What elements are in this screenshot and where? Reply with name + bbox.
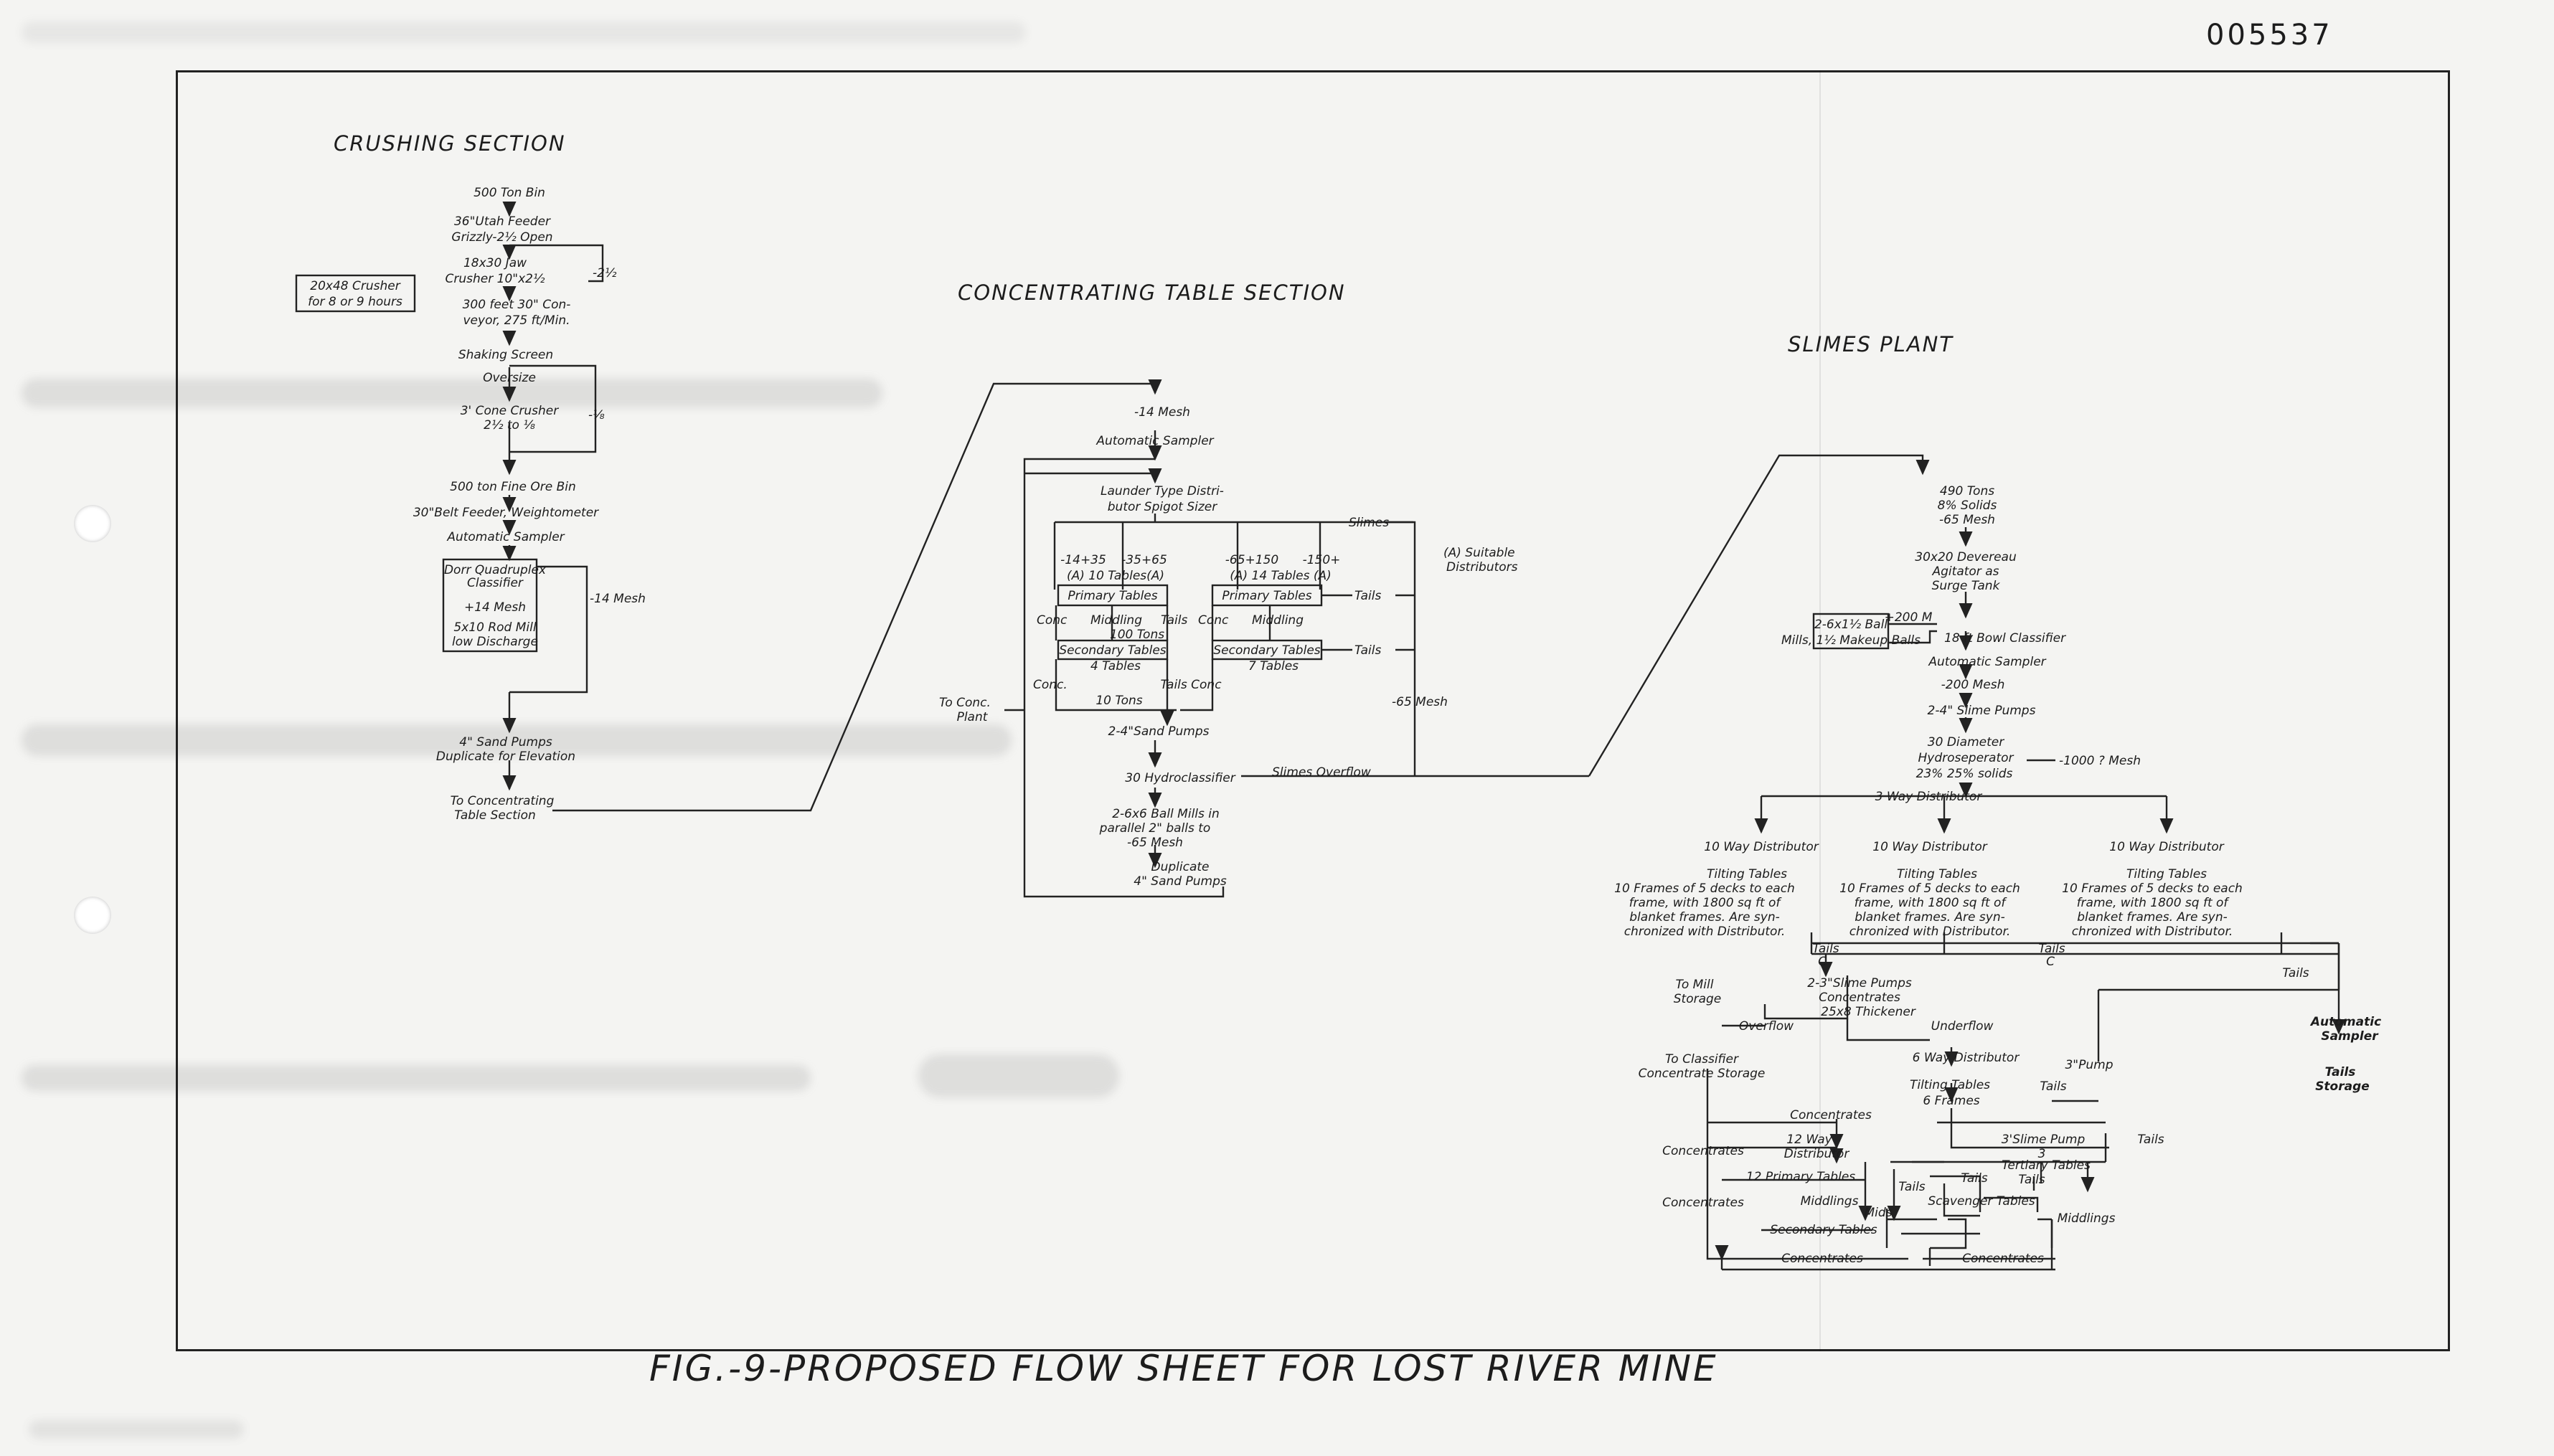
size-fraction-4: -150+	[1302, 553, 1341, 567]
conc-sampler-label: Automatic Sampler	[1096, 434, 1214, 448]
jaw-return-label: -2½	[593, 266, 617, 280]
to-concentrating-label: To Concentrating	[450, 794, 555, 808]
tilting-tables-3: Tilting Tables	[2126, 867, 2207, 881]
tilting-2-desc-4: chronized with Distributor.	[1849, 925, 2011, 939]
agitator-label: 30x20 Devereau	[1915, 550, 2017, 564]
slimes-section	[1614, 484, 2381, 1270]
primary-tables-label-right: Primary Tables	[1222, 589, 1312, 603]
ten-way-distributor-1: 10 Way Distributor	[1704, 840, 1819, 854]
conc-c-label-1: C	[1818, 955, 1827, 969]
secondary-tables-label-left: Secondary Tables	[1059, 643, 1167, 658]
minus14-label: -14 Mesh	[590, 592, 646, 606]
concentrates-label: Concentrates	[1819, 991, 1900, 1005]
three-way-distributor-label: 3 Way Distributor	[1875, 790, 1982, 804]
connector-tables-to-slimes	[1589, 455, 1923, 776]
conc-left: Conc	[1037, 613, 1068, 628]
to-conc-plant-label: To Conc.	[939, 696, 991, 710]
concentrating-section-heading: CONCENTRATING TABLE SECTION	[958, 280, 1346, 305]
bowl-classifier-label: 18 ft Bowl Classifier	[1944, 631, 2066, 646]
tertiary-count: 3	[2037, 1147, 2046, 1161]
conveyor-label: 300 feet 30" Con-	[462, 298, 571, 312]
slime-sampler-label: Automatic Sampler	[1928, 655, 2046, 669]
conveyor-speed: veyor, 275 ft/Min.	[463, 313, 570, 328]
tilting-3-desc-4: chronized with Distributor.	[2071, 925, 2233, 939]
underflow-label: Underflow	[1931, 1019, 1994, 1034]
dorr-label: Dorr Quadruplex	[443, 563, 547, 577]
bin-label: 500 Ton Bin	[473, 186, 545, 200]
sand-pumps-duplicate: Duplicate for Elevation	[435, 750, 576, 764]
concentrates-bottom-1: Concentrates	[1781, 1252, 1863, 1266]
concentrates-bottom-2: Concentrates	[1962, 1252, 2044, 1266]
tails-label-1: Tails	[1812, 942, 1839, 956]
primary-tables-label-left: Primary Tables	[1068, 589, 1158, 603]
jaw-crusher-setting: Crusher 10"x2½	[445, 272, 545, 286]
crushing-sampler-label: Automatic Sampler	[447, 530, 565, 544]
slimes-label: Slimes	[1349, 516, 1390, 530]
ten-way-distributor-3: 10 Way Distributor	[2109, 840, 2224, 854]
tails-mid-3: Tails	[2018, 1173, 2045, 1187]
middlings-label: Middlings	[1800, 1194, 1859, 1209]
size-fraction-2: -35+65	[1121, 553, 1167, 567]
hydroseparator-solids: 23% 25% solids	[1916, 767, 2013, 781]
duplicate-label: Duplicate	[1151, 860, 1210, 874]
concentrates-top: Concentrates	[1790, 1108, 1872, 1122]
tails-right-1: Tails	[1354, 589, 1382, 603]
slimes-section-heading: SLIMES PLANT	[1788, 332, 1954, 356]
distributors-note-1: (A) Suitable	[1443, 546, 1515, 560]
screen-undersize-label: -⅛	[588, 408, 605, 422]
middling-right: Middling	[1252, 613, 1304, 628]
minus200-label: -200 Mesh	[1941, 678, 2005, 692]
tables-4-label: 4 Tables	[1090, 659, 1141, 673]
tilting-3-desc-2: frame, with 1800 sq ft of	[2076, 896, 2228, 910]
tilting-2-desc-3: blanket frames. Are syn-	[1855, 910, 2005, 925]
launder-distributor-label: Launder Type Distri-	[1101, 484, 1224, 498]
mill-storage-label: Storage	[1673, 992, 1722, 1006]
shaking-screen-label: Shaking Screen	[458, 348, 554, 362]
minus14-mesh-label: -14 Mesh	[1134, 405, 1190, 420]
concentrates-left-1: Concentrates	[1662, 1144, 1744, 1158]
tilting-tables-1: Tilting Tables	[1706, 867, 1788, 881]
slime-ball-mills-makeup: Mills, 1½ Makeup Balls	[1781, 633, 1921, 648]
tables-a-left: (A) 10 Tables(A)	[1066, 569, 1165, 583]
primary-12-label: 12 Primary Tables	[1745, 1170, 1856, 1184]
plus200-label: +200 M	[1884, 610, 1933, 625]
mids-label: Mids	[1864, 1206, 1893, 1220]
concentrate-storage-label: Concentrate Storage	[1638, 1067, 1766, 1081]
to-table-section-label: Table Section	[454, 808, 536, 823]
conc-bottom-label: Conc.	[1033, 678, 1068, 692]
distributors-note-2: Distributors	[1446, 560, 1518, 575]
tails-middle: Tails	[1161, 613, 1188, 628]
pump-3-label: 3"Pump	[2065, 1058, 2114, 1072]
tails-mid-1: Tails	[1898, 1180, 1926, 1194]
alt-crusher-hours: for 8 or 9 hours	[308, 295, 402, 309]
thickener-label: 25x8 Thickener	[1821, 1005, 1916, 1019]
tilting-1-desc-2: frame, with 1800 sq ft of	[1629, 896, 1781, 910]
hydroclassifier-label: 30 Hydroclassifier	[1125, 771, 1235, 785]
tilting-1-desc-4: chronized with Distributor.	[1624, 925, 1786, 939]
secondary-tables-label-right: Secondary Tables	[1213, 643, 1321, 658]
size-fraction-1: -14+35	[1060, 553, 1106, 567]
document-number: 005537	[2206, 19, 2333, 52]
slimes-overflow-label: Slimes Overflow	[1272, 765, 1371, 780]
jaw-crusher-label: 18x30 Jaw	[463, 256, 527, 270]
to-mill-label: To Mill	[1675, 978, 1714, 992]
slime-pump-3-label: 3'Slime Pump	[2001, 1133, 2086, 1147]
feed-mesh-label: -65 Mesh	[1939, 513, 1995, 527]
to-classifier-label: To Classifier	[1665, 1052, 1738, 1067]
conc-c-label-2: C	[2046, 955, 2055, 969]
size-fraction-3: -65+150	[1225, 553, 1279, 567]
tables-a-right: (A) 14 Tables (A)	[1230, 569, 1332, 583]
spigot-sizer-label: butor Spigot Sizer	[1107, 500, 1217, 514]
cone-crusher-label: 3' Cone Crusher	[460, 404, 559, 418]
twelve-way-label: 12 Way	[1786, 1133, 1832, 1147]
tilting-1-desc-3: blanket frames. Are syn-	[1629, 910, 1780, 925]
tons-100-label: 100 Tons	[1109, 628, 1165, 642]
tilting-6-label: Tilting Tables	[1909, 1078, 1991, 1092]
tails-storage-label: Tails	[2324, 1065, 2356, 1079]
concentrating-section	[939, 405, 1589, 897]
sand-pumps-label: 2-4"Sand Pumps	[1108, 724, 1210, 739]
feeder-label: 36"Utah Feeder	[453, 214, 551, 229]
tilting-2-desc-1: 10 Frames of 5 decks to each	[1839, 881, 2020, 896]
rod-mill-label: 5x10 Rod Mill	[453, 620, 537, 635]
ball-mesh-label: -65 Mesh	[1127, 836, 1183, 850]
grizzly-label: Grizzly-2½ Open	[451, 230, 553, 245]
tables-7-label: 7 Tables	[1248, 659, 1299, 673]
tails-6-label: Tails	[2040, 1079, 2067, 1094]
tilting-6-frames: 6 Frames	[1923, 1094, 1980, 1108]
final-sampler-label-2: Sampler	[2321, 1029, 2378, 1044]
tilting-tables-2: Tilting Tables	[1896, 867, 1978, 881]
classifier-label: Classifier	[467, 576, 523, 590]
scavenger-tables-label: Scavenger Tables	[1928, 1194, 2035, 1209]
plant-label: Plant	[956, 710, 988, 724]
tails-right-label: Tails	[2282, 966, 2309, 980]
twelve-way-distributor: Distributor	[1783, 1147, 1849, 1161]
crushing-section	[296, 186, 646, 823]
tertiary-tables-label: Tertiary Tables	[2002, 1158, 2091, 1173]
overflow-label: Overflow	[1738, 1019, 1794, 1034]
slime-pumps-2-label: 2-3"Slime Pumps	[1807, 976, 1912, 991]
tails-right-2: Tails	[1354, 643, 1382, 658]
rod-mill-discharge: low Discharge	[452, 635, 538, 649]
duplicate-pumps-label: 4" Sand Pumps	[1134, 874, 1227, 889]
tails-storage-label-2: Storage	[2315, 1079, 2370, 1094]
tilting-1-desc-1: 10 Frames of 5 decks to each	[1614, 881, 1795, 896]
ball-size-label: parallel 2" balls to	[1099, 821, 1211, 836]
sand-pumps-label: 4" Sand Pumps	[459, 735, 552, 750]
ball-mills-label: 2-6x6 Ball Mills in	[1112, 807, 1220, 821]
tails-label-2: Tails	[2038, 942, 2065, 956]
figure-title: FIG.-9-PROPOSED FLOW SHEET FOR LOST RIVER MINE	[649, 1348, 1718, 1389]
crushing-section-heading: CRUSHING SECTION	[334, 131, 566, 156]
slime-pumps-label: 2-4" Slime Pumps	[1927, 704, 2036, 718]
minus1000-label: -1000 ? Mesh	[2059, 754, 2141, 768]
plus14-label: +14 Mesh	[463, 600, 527, 615]
tilting-3-desc-3: blanket frames. Are syn-	[2077, 910, 2228, 925]
tails-far-right: Tails	[2137, 1133, 2164, 1147]
feed-tons-label: 490 Tons	[1939, 484, 1995, 498]
slime-ball-mills-label: 2-6x1½ Ball	[1814, 618, 1888, 632]
six-way-distributor-label: 6 Way Distributor	[1912, 1051, 2020, 1065]
belt-feeder-label: 30"Belt Feeder, Weightometer	[413, 506, 599, 520]
middling-left: Middling	[1090, 613, 1142, 628]
concentrates-left-2: Concentrates	[1662, 1196, 1744, 1210]
ten-way-distributor-2: 10 Way Distributor	[1872, 840, 1987, 854]
middlings-2-label: Middlings	[2057, 1211, 2116, 1226]
feed-solids-label: 8% Solids	[1937, 498, 1997, 513]
final-sampler-label: Automatic	[2310, 1015, 2382, 1029]
tails-mid-2: Tails	[1961, 1171, 1988, 1186]
agitator-desc: Agitator as	[1932, 564, 1999, 579]
tilting-2-desc-2: frame, with 1800 sq ft of	[1854, 896, 2006, 910]
minus65-mesh-label: -65 Mesh	[1392, 695, 1448, 709]
tails-conc-label: Tails Conc	[1160, 678, 1222, 692]
cone-crusher-setting: 2½ to ⅛	[484, 418, 535, 432]
secondary-tables-slime-label: Secondary Tables	[1770, 1223, 1877, 1237]
tons-10-label: 10 Tons	[1095, 694, 1143, 708]
oversize-label: Oversize	[483, 371, 536, 385]
tilting-3-desc-1: 10 Frames of 5 decks to each	[2062, 881, 2243, 896]
hydroseparator-diameter: 30 Diameter	[1927, 735, 2004, 750]
fine-ore-bin-label: 500 ton Fine Ore Bin	[450, 480, 576, 494]
hydroseparator-label: Hydroseperator	[1918, 751, 2014, 765]
alt-crusher-label: 20x48 Crusher	[310, 279, 400, 293]
conc-right: Conc	[1198, 613, 1229, 628]
surge-tank-label: Surge Tank	[1931, 579, 2000, 593]
